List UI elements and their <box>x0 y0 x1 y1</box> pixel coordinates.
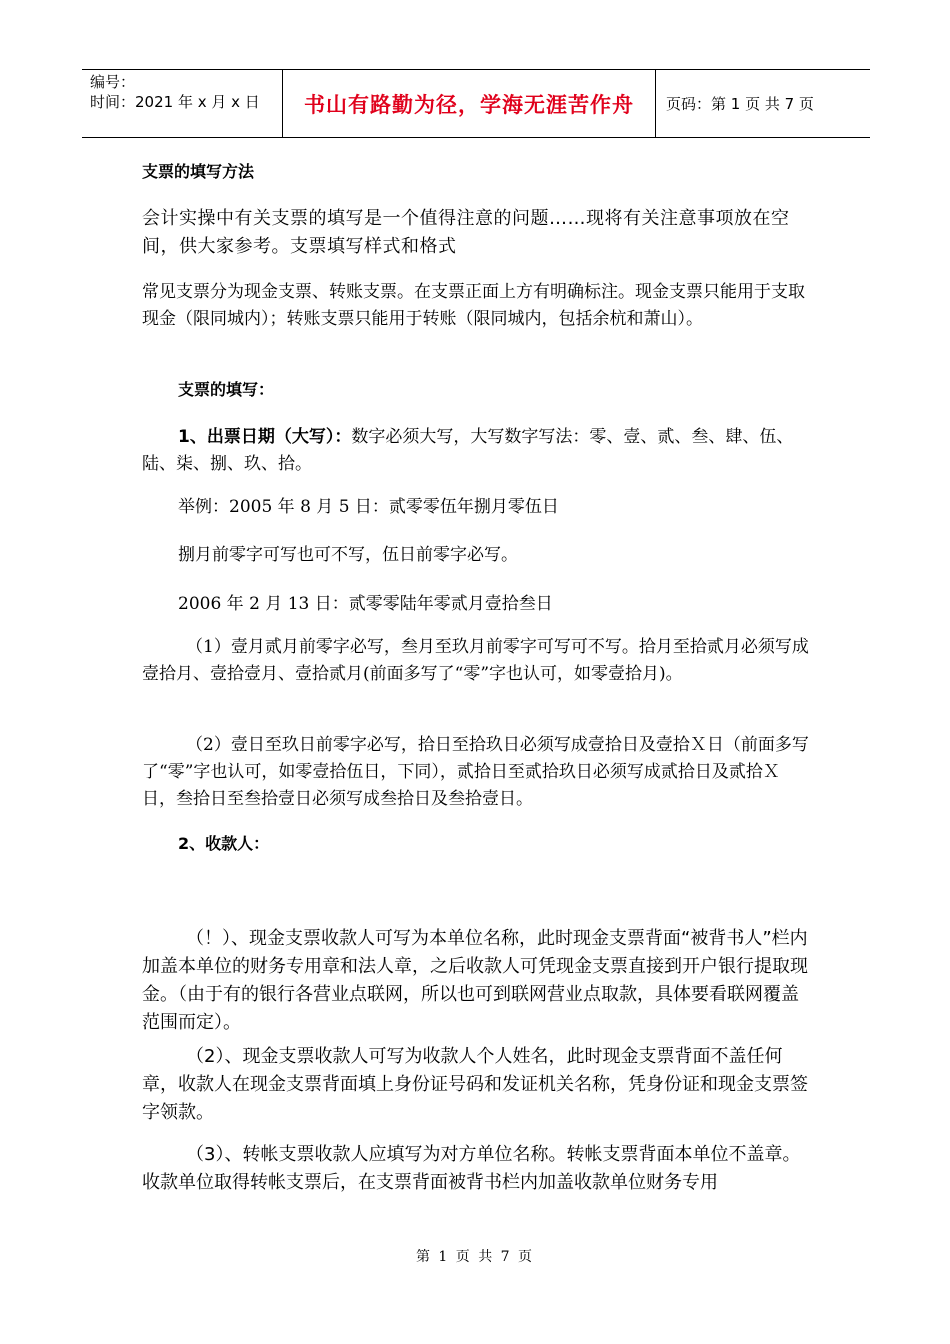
document-title: 支票的填写方法 <box>142 162 255 181</box>
item1-text: 数字必须大写，大写数字写法：零、壹、贰、叁、肆、伍、陆、柒、捌、玖、拾。 <box>142 427 794 474</box>
item2-heading: 2、收款人： <box>178 834 270 853</box>
payee3-paragraph: （3）、转帐支票收款人应填写为对方单位名称。转帐支票背面本单位不盖章。收款单位取得转帐支票后，在支票背面被背书栏内加盖收款单位财务专用 <box>142 1144 801 1193</box>
header-page-label: 页码：第 1 页 共 7 页 <box>666 95 814 113</box>
header-meta <box>82 70 282 137</box>
rule1-paragraph: （1）壹月贰月前零字必写，叁月至玖月前零字可写可不写。拾月至拾贰月必须写成壹拾月、壹拾壹月、壹拾贰月(前面多写了“零”字也认可，如零壹拾月)。 <box>142 637 809 684</box>
intro-paragraph: 会计实操中有关支票的填写是一个值得注意的问题……现将有关注意事项放在空间，供大家参考。支票填写样式和格式 <box>142 208 790 257</box>
document-number-label: 编号： <box>90 73 136 91</box>
rule2-paragraph: （2）壹日至玖日前零字必写，拾日至拾玖日必须写成壹拾日及壹拾Ｘ日（前面多写了“零”字也认可，如零壹拾伍日，下同），贰拾日至贰拾玖日必须写成贰拾日及贰拾Ｘ日，叁拾日至叁拾壹日必须写成叁拾日及叁拾壹日。 <box>142 735 809 809</box>
document-date-label: 时间：2021 年 x 月 x 日 <box>90 93 260 111</box>
check-types-paragraph: 常见支票分为现金支票、转账支票。在支票正面上方有明确标注。现金支票只能用于支取现金（限同城内）；转账支票只能用于转账（限同城内，包括余杭和萧山）。 <box>142 282 805 329</box>
example1-line: 举例：2005 年 8 月 5 日：贰零零伍年捌月零伍日 <box>178 497 559 517</box>
header-motto: 书山有路勤为径，学海无涯苦作舟 <box>282 70 656 137</box>
item1-paragraph <box>142 424 812 478</box>
item1-label: 1、出票日期（大写）： <box>178 427 352 447</box>
page-footer: 第 1 页 共 7 页 <box>415 1249 535 1265</box>
page-header <box>82 69 870 138</box>
example2-line: 2006 年 2 月 13 日：贰零零陆年零贰月壹拾叁日 <box>178 594 553 614</box>
fill-heading: 支票的填写： <box>178 380 275 399</box>
payee2-paragraph: （2）、现金支票收款人可写为收款人个人姓名，此时现金支票背面不盖任何章，收款人在现金支票背面填上身份证号码和发证机关名称，凭身份证和现金支票签字领款。 <box>142 1046 808 1123</box>
example-note-line: 捌月前零字可写也可不写，伍日前零字必写。 <box>178 545 518 565</box>
payee1-paragraph: （！）、现金支票收款人可写为本单位名称，此时现金支票背面“被背书人”栏内加盖本单位的财务专用章和法人章，之后收款人可凭现金支票直接到开户银行提取现金。（由于有的银行各营业点联网，所以也可到联网营业点取款，具体要看联网覆盖范围而定）。 <box>142 928 808 1033</box>
